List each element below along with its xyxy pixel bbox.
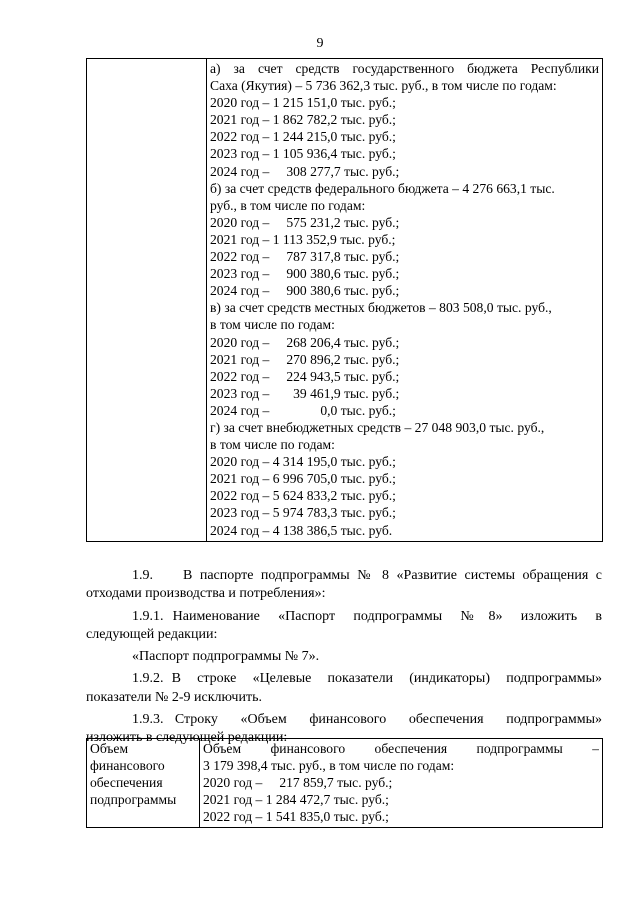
- funding-line: 2023 год – 1 105 936,4 тыс. руб.;: [210, 146, 396, 162]
- funding-line: в) за счет средств местных бюджетов – 803 508,0 тыс. руб.,: [210, 300, 552, 316]
- paragraph-1-9-1: [86, 608, 602, 645]
- label-line: обеспечения: [90, 775, 163, 791]
- paragraph-line: отходами производства и потребления»:: [86, 586, 326, 602]
- paragraph-line: следующей редакции:: [86, 626, 218, 642]
- funding-line: 2021 год – 1 113 352,9 тыс. руб.;: [210, 231, 396, 247]
- paragraph-line: 1.9.2. В строке «Целевые показатели (индикаторы) подпрограммы»: [132, 671, 602, 687]
- funding-line: 2022 год – 5 624 833,2 тыс. руб.;: [210, 488, 396, 504]
- funding-line: а) за счет средств государственного бюджета Республики: [210, 61, 599, 76]
- funding-line: Объем финансового обеспечения подпрограммы –: [203, 741, 599, 756]
- funding-line: 2022 год – 787 317,8 тыс. руб.;: [210, 249, 400, 265]
- funding-line: 2021 год – 1 862 782,2 тыс. руб.;: [210, 112, 396, 128]
- funding-line: 2022 год – 1 541 835,0 тыс. руб.;: [203, 809, 389, 825]
- label-line: подпрограммы: [90, 792, 177, 808]
- funding-line: 2021 год – 270 896,2 тыс. руб.;: [210, 351, 400, 367]
- funding-line: 2020 год – 268 206,4 тыс. руб.;: [210, 334, 400, 350]
- paragraph-1-9: [86, 567, 602, 604]
- subprogram-funding-table: [86, 738, 603, 828]
- funding-line: 2023 год – 39 461,9 тыс. руб.;: [210, 385, 400, 401]
- paragraph-passport-7: [86, 648, 602, 666]
- funding-table-continued: [86, 58, 603, 542]
- paragraph-line: 1.9.3. Строку «Объем финансового обеспечения подпрограммы»: [132, 712, 602, 728]
- funding-sources-cell: [207, 59, 603, 542]
- funding-line: 2024 год – 308 277,7 тыс. руб.;: [210, 163, 400, 179]
- funding-line: 3 179 398,4 тыс. руб., в том числе по годам:: [203, 758, 455, 774]
- amendment-paragraphs: [86, 567, 602, 748]
- funding-line: 2020 год – 1 215 151,0 тыс. руб.;: [210, 95, 396, 111]
- funding-line: 2024 год – 4 138 386,5 тыс. руб.: [210, 522, 393, 538]
- funding-line: г) за счет внебюджетных средств – 27 048 903,0 тыс. руб.,: [210, 419, 545, 435]
- paragraph-line: показатели № 2-9 исключить.: [86, 689, 262, 705]
- paragraph-line: изложить в следующей редакции:: [86, 730, 288, 746]
- funding-line: руб., в том числе по годам:: [210, 197, 366, 213]
- label-line: финансового: [90, 758, 165, 774]
- funding-line: Саха (Якутия) – 5 736 362,3 тыс. руб., в том числе по годам:: [210, 78, 557, 94]
- funding-line: 2020 год – 217 859,7 тыс. руб.;: [203, 775, 393, 791]
- funding-line: 2021 год – 6 996 705,0 тыс. руб.;: [210, 471, 396, 487]
- funding-label-cell: [87, 739, 200, 828]
- funding-line: в том числе по годам:: [210, 317, 335, 333]
- funding-line: 2023 год – 5 974 783,3 тыс. руб.;: [210, 505, 396, 521]
- funding-line: 2020 год – 575 231,2 тыс. руб.;: [210, 214, 400, 230]
- funding-line: 2023 год – 900 380,6 тыс. руб.;: [210, 266, 400, 282]
- funding-line: 2022 год – 1 244 215,0 тыс. руб.;: [210, 129, 396, 145]
- funding-line: 2024 год – 0,0 тыс. руб.;: [210, 402, 396, 418]
- funding-line: 2024 год – 900 380,6 тыс. руб.;: [210, 283, 400, 299]
- funding-line: б) за счет средств федерального бюджета – 4 276 663,1 тыс.: [210, 180, 555, 196]
- paragraph-1-9-2: [86, 670, 602, 707]
- funding-line: в том числе по годам:: [210, 437, 335, 453]
- funding-value-cell: [200, 739, 603, 828]
- paragraph-line: «Паспорт подпрограммы № 7».: [132, 649, 320, 665]
- page-number: 9: [316, 36, 324, 51]
- label-line: Объем: [90, 741, 129, 756]
- funding-line: 2022 год – 224 943,5 тыс. руб.;: [210, 368, 400, 384]
- funding-line: 2021 год – 1 284 472,7 тыс. руб.;: [203, 792, 389, 808]
- paragraph-line: 1.9.1. Наименование «Паспорт подпрограммы № 8» изложить в: [132, 608, 602, 624]
- table-left-cell-empty: [87, 59, 207, 542]
- paragraph-line: 1.9. В паспорте подпрограммы № 8 «Развитие системы обращения с: [132, 568, 602, 583]
- funding-line: 2020 год – 4 314 195,0 тыс. руб.;: [210, 454, 396, 470]
